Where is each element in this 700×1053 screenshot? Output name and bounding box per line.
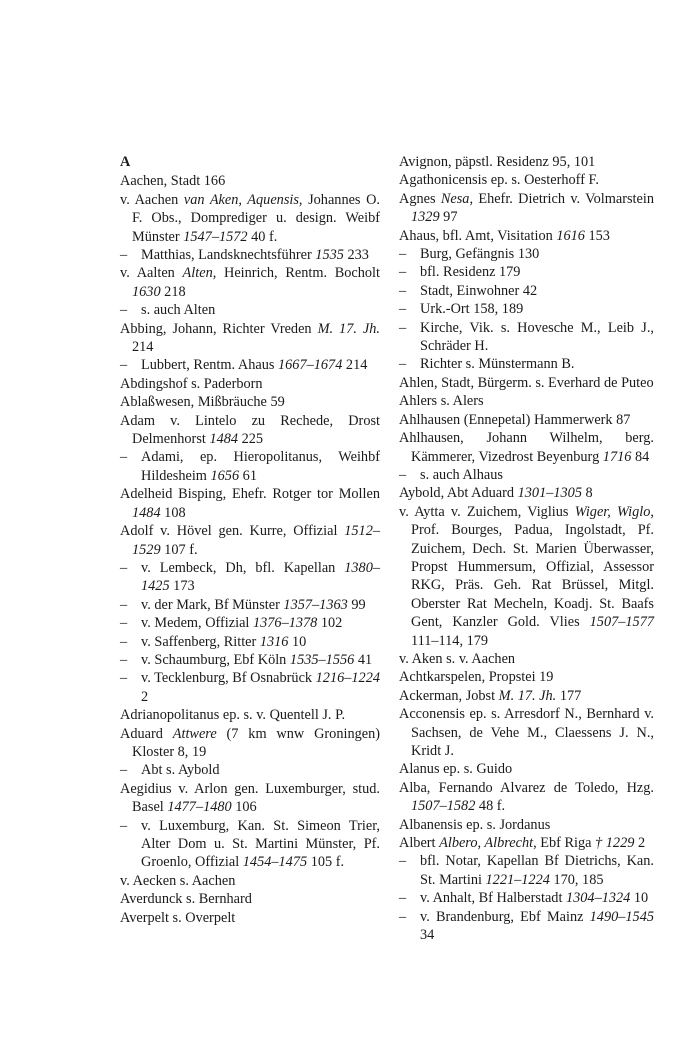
- subentry-dash: –: [120, 651, 128, 668]
- index-subentry: – v. Brandenburg, Ebf Mainz 1490–1545 34: [399, 908, 654, 944]
- index-entry: Adolf v. Hövel gen. Kurre, Offizial 1512–1529 107 f.: [120, 523, 380, 558]
- index-subentry: – v. Medem, Offizial 1376–1378 102: [120, 615, 343, 632]
- index-entry: Albanensis ep. s. Jordanus: [399, 816, 551, 833]
- index-subentry: – v. Saffenberg, Ritter 1316 10: [120, 633, 307, 650]
- index-subentry: – Richter s. Münstermann B.: [399, 356, 575, 373]
- index-subentry: – bfl. Notar, Kapellan Bf Dietrichs, Kan. St. Martini 1221–1224 170, 185: [399, 853, 654, 888]
- index-entry: v. Aachen van Aken, Aquensis, Johannes O. F. Obs., Domprediger u. design. Weibf Münster 1547–1572 40 f.: [120, 191, 380, 245]
- index-subentry: – s. auch Alten: [120, 302, 216, 319]
- index-entry: Aybold, Abt Aduard 1301–1305 8: [399, 485, 593, 502]
- index-entry: Ahlen, Stadt, Bürgerm. s. Everhard de Puteo: [399, 374, 654, 391]
- index-subentry: – s. auch Alhaus: [399, 466, 503, 483]
- index-subentry: – Kirche, Vik. s. Hovesche M., Leib J., Schräder H.: [399, 319, 654, 355]
- subentry-dash: –: [399, 356, 407, 373]
- index-entry: v. Aytta v. Zuichem, Viglius Wiger, Wiglo, Prof. Bourges, Padua, Ingolstadt, Pf. Zuichem, Dech. St. Marien Überwasser, Propst Hummersum, Offizial, Assessor RKG, Präs. Geh. Rat Brüssel, Mitgl. Oberster Rat Mecheln, Koadj. St. Baafs Gent, Kanzler Gold. Vlies 1507–1577 111–114, 179: [399, 503, 654, 649]
- index-entry: Ahlhausen, Johann Wilhelm, berg. Kämmerer, Vizedrost Beyenburg 1716 84: [399, 430, 654, 465]
- index-entry: Avignon, päpstl. Residenz 95, 101: [399, 154, 596, 170]
- index-entry: Abbing, Johann, Richter Vreden M. 17. Jh. 214: [120, 320, 380, 356]
- subentry-dash: –: [120, 302, 128, 319]
- index-entry: Alba, Fernando Alvarez de Toledo, Hzg. 1507–1582 48 f.: [399, 779, 654, 815]
- subentry-dash: –: [399, 853, 407, 870]
- index-subentry: – v. Schaumburg, Ebf Köln 1535–1556 41: [120, 651, 373, 668]
- index-entry: Ablaßwesen, Mißbräuche 59: [120, 394, 285, 411]
- index-subentry: – v. der Mark, Bf Münster 1357–1363 99: [120, 596, 366, 613]
- index-entry: Ahaus, bfl. Amt, Visitation 1616 153: [399, 227, 610, 244]
- subentry-dash: –: [399, 301, 407, 318]
- index-subentry: – Stadt, Einwohner 42: [399, 282, 538, 299]
- index-subentry: – Burg, Gefängnis 130: [399, 246, 540, 263]
- right-entry-list: [399, 153, 654, 944]
- right-column: [399, 153, 654, 944]
- index-entry: Albert Albero, Albrecht, Ebf Riga † 1229 2: [399, 835, 646, 852]
- subentry-dash: –: [399, 890, 407, 907]
- index-entry: Agathonicensis ep. s. Oesterhoff F.: [399, 172, 599, 189]
- index-entry: Adelheid Bisping, Ehefr. Rotger tor Mollen 1484 108: [120, 486, 380, 521]
- subentry-dash: –: [399, 466, 407, 483]
- index-entry: Ahlhausen (Ennepetal) Hammerwerk 87: [399, 411, 631, 428]
- subentry-dash: –: [120, 817, 128, 834]
- subentry-dash: –: [120, 247, 128, 264]
- subentry-dash: –: [120, 633, 128, 650]
- subentry-dash: –: [399, 282, 407, 299]
- index-subentry: – v. Tecklenburg, Bf Osnabrück 1216–1224 2: [120, 670, 380, 705]
- index-subentry: – v. Lembeck, Dh, bfl. Kapellan 1380–1425 173: [120, 559, 380, 595]
- index-subentry: – Adami, ep. Hieropolitanus, Weihbf Hildesheim 1656 61: [120, 449, 380, 484]
- index-subentry: – Matthias, Landsknechtsführer 1535 233: [120, 247, 369, 264]
- index-entry: Averpelt s. Overpelt: [120, 909, 236, 926]
- left-entry-list: [120, 172, 380, 927]
- index-entry: Abdingshof s. Paderborn: [120, 375, 263, 392]
- index-subentry: – v. Anhalt, Bf Halberstadt 1304–1324 10: [399, 890, 649, 907]
- subentry-dash: –: [399, 264, 407, 281]
- subentry-dash: –: [399, 908, 407, 925]
- index-entry: Achtkarspelen, Propstei 19: [399, 669, 554, 686]
- index-entry: Aduard Attwere (7 km wnw Groningen) Kloster 8, 19: [120, 725, 380, 760]
- subentry-dash: –: [120, 615, 128, 632]
- index-subentry: – Lubbert, Rentm. Ahaus 1667–1674 214: [120, 357, 368, 374]
- index-entry: v. Aalten Alten, Heinrich, Rentm. Bocholt 1630 218: [120, 265, 380, 300]
- index-entry: Averdunck s. Bernhard: [120, 891, 252, 908]
- index-entry: v. Aecken s. Aachen: [120, 872, 236, 889]
- index-entry: Ahlers s. Alers: [399, 393, 484, 410]
- subentry-dash: –: [399, 246, 407, 263]
- index-entry: Agnes Nesa, Ehefr. Dietrich v. Volmarstein 1329 97: [399, 190, 654, 226]
- index-entry: Alanus ep. s. Guido: [399, 761, 513, 778]
- subentry-dash: –: [120, 670, 128, 687]
- index-subentry: – bfl. Residenz 179: [399, 264, 521, 281]
- index-entry: Ackerman, Jobst M. 17. Jh. 177: [399, 687, 582, 704]
- index-subentry: – Urk.-Ort 158, 189: [399, 301, 524, 318]
- section-letter-heading: A: [120, 154, 131, 170]
- subentry-dash: –: [120, 596, 128, 613]
- index-entry: Acconensis ep. s. Arresdorf N., Bernhard v. Sachsen, de Vehe M., Claessens J. N., Kridt J.: [399, 706, 654, 759]
- subentry-dash: –: [120, 559, 128, 576]
- left-column: [120, 153, 380, 927]
- index-entry: Aachen, Stadt 166: [120, 173, 226, 190]
- index-entry: Adrianopolitanus ep. s. v. Quentell J. P.: [120, 707, 346, 724]
- subentry-dash: –: [120, 762, 128, 779]
- subentry-dash: –: [399, 319, 407, 336]
- subentry-dash: –: [120, 357, 128, 374]
- index-entry: Adam v. Lintelo zu Rechede, Drost Delmenhorst 1484 225: [120, 412, 380, 448]
- index-subentry: – Abt s. Aybold: [120, 762, 220, 779]
- index-subentry: – v. Luxemburg, Kan. St. Simeon Trier, Alter Dom u. St. Martini Münster, Pf. Groenlo, Offizial 1454–1475 105 f.: [120, 817, 380, 871]
- index-entry: Aegidius v. Arlon gen. Luxemburger, stud. Basel 1477–1480 106: [120, 780, 380, 816]
- index-entry: v. Aken s. v. Aachen: [399, 650, 516, 667]
- subentry-dash: –: [120, 449, 128, 466]
